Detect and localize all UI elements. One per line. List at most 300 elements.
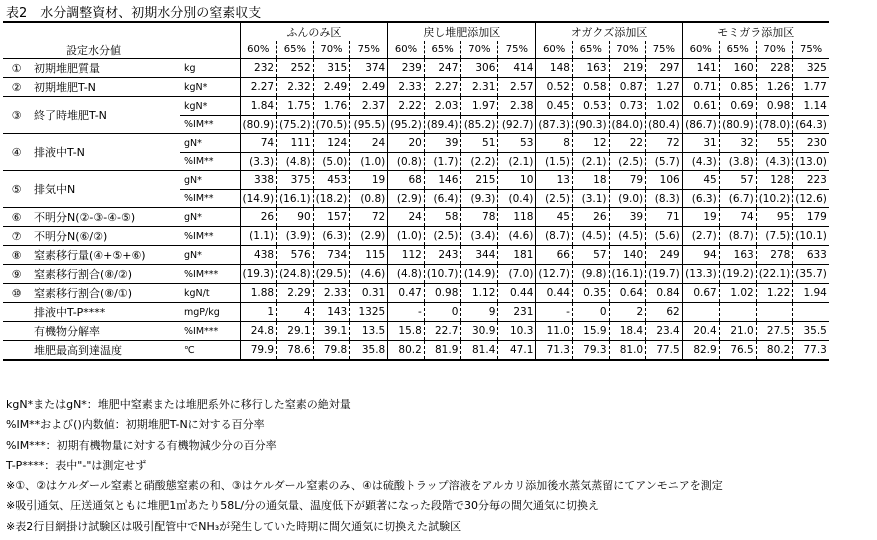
row-number: ⑨ <box>11 267 22 281</box>
header-row-groups <box>3 22 829 41</box>
table-cell: (2.7) <box>682 227 719 246</box>
table-cell: 163 <box>572 59 609 78</box>
table-cell: (8.3) <box>646 190 683 208</box>
table-cell: (75.2) <box>277 116 314 134</box>
table-cell: 0.35 <box>572 284 609 303</box>
table-cell: 20 <box>388 134 425 153</box>
table-cell: 1.88 <box>240 284 277 303</box>
row-unit: gN* <box>184 211 202 223</box>
table-cell: 77.5 <box>646 341 683 361</box>
table-row <box>3 59 829 78</box>
row-label: 有機物分解率 <box>34 325 100 338</box>
table-cell: (2.9) <box>350 227 388 246</box>
table-cell: (9.3) <box>461 190 498 208</box>
table-cell: 39.1 <box>313 322 350 341</box>
table-cell: (12.6) <box>793 190 829 208</box>
moisture-header: 70% <box>756 41 793 59</box>
table-cell: 243 <box>424 246 461 265</box>
row-label: 窒素移行割合(⑧/①) <box>34 287 133 300</box>
table-cell: (7.5) <box>756 227 793 246</box>
table-cell: (4.8) <box>277 153 314 171</box>
table-cell: 10.3 <box>498 322 536 341</box>
table-cell: (86.7) <box>682 116 719 134</box>
moisture-header: 75% <box>646 41 683 59</box>
table-cell: (10.2) <box>756 190 793 208</box>
row-number: ⑧ <box>11 248 22 262</box>
group-header: ふんのみ区 <box>240 22 388 41</box>
table-cell <box>682 303 719 322</box>
table-cell: 12 <box>572 134 609 153</box>
table-cell: 223 <box>793 171 829 190</box>
table-cell: 19 <box>350 171 388 190</box>
table-cell: 2 <box>609 303 646 322</box>
table-cell: 115 <box>350 246 388 265</box>
table-row <box>3 97 829 116</box>
table-cell: 2.29 <box>277 284 314 303</box>
group-header: 戻し堆肥添加区 <box>388 22 536 41</box>
moisture-header: 75% <box>350 41 388 59</box>
table-cell: 633 <box>793 246 829 265</box>
table-cell: 81.9 <box>424 341 461 361</box>
table-cell: 45 <box>682 171 719 190</box>
table-cell: 79.8 <box>313 341 350 361</box>
table-cell: 1.75 <box>277 97 314 116</box>
table-cell: 45 <box>536 208 573 227</box>
table-cell: (87.3) <box>536 116 573 134</box>
table-cell: 24 <box>350 134 388 153</box>
table-cell: 297 <box>646 59 683 78</box>
table-cell: (2.1) <box>498 153 536 171</box>
row-unit: %IM** <box>184 193 214 204</box>
moisture-header: 65% <box>719 41 756 59</box>
table-cell: (80.4) <box>646 116 683 134</box>
moisture-header: 65% <box>572 41 609 59</box>
table-cell: 128 <box>756 171 793 190</box>
table-row <box>3 208 829 227</box>
table-cell: 71 <box>646 208 683 227</box>
table-cell: 8 <box>536 134 573 153</box>
row-number: ③ <box>11 108 22 122</box>
row-number: ⑥ <box>11 210 22 224</box>
table-cell: 26 <box>572 208 609 227</box>
table-cell: (19.3) <box>240 265 277 284</box>
row-number: ⑤ <box>11 182 22 196</box>
table-cell: (6.3) <box>313 227 350 246</box>
table-cell: 325 <box>793 59 829 78</box>
table-cell <box>793 303 829 322</box>
table-cell: 374 <box>350 59 388 78</box>
row-number <box>3 341 30 361</box>
table-cell: (18.2) <box>313 190 350 208</box>
table-cell: 22.7 <box>424 322 461 341</box>
table-cell: 2.27 <box>424 78 461 97</box>
table-row <box>3 303 829 322</box>
table-cell: 1.94 <box>793 284 829 303</box>
table-cell <box>719 303 756 322</box>
table-cell: 20.4 <box>682 322 719 341</box>
table-cell: 215 <box>461 171 498 190</box>
table-cell: (1.0) <box>388 227 425 246</box>
table-cell: 179 <box>793 208 829 227</box>
table-cell: (16.1) <box>609 265 646 284</box>
row-label: 初期堆肥T-N <box>34 81 96 94</box>
row-unit: kgN* <box>184 81 208 93</box>
table-cell: (5.6) <box>646 227 683 246</box>
table-cell: 66 <box>536 246 573 265</box>
table-cell: 1.26 <box>756 78 793 97</box>
moisture-header: 60% <box>388 41 425 59</box>
table-cell: (3.4) <box>461 227 498 246</box>
table-cell: 13.5 <box>350 322 388 341</box>
table-cell: 0.44 <box>536 284 573 303</box>
table-cell: (4.3) <box>682 153 719 171</box>
table-cell: (2.5) <box>536 190 573 208</box>
table-cell: 0.84 <box>646 284 683 303</box>
table-cell: 24 <box>388 208 425 227</box>
table-cell: 1.22 <box>756 284 793 303</box>
table-cell: 315 <box>313 59 350 78</box>
table-cell: 2.22 <box>388 97 425 116</box>
row-unit: mgP/kg <box>184 306 220 318</box>
table-cell: 1 <box>240 303 277 322</box>
table-cell: (4.5) <box>572 227 609 246</box>
table-cell: 80.2 <box>388 341 425 361</box>
table-cell: 21.0 <box>719 322 756 341</box>
table-cell: 1.97 <box>461 97 498 116</box>
table-cell: (90.3) <box>572 116 609 134</box>
row-unit: kg <box>184 62 196 74</box>
header-row-moisture <box>3 41 829 59</box>
table-cell: (4.5) <box>609 227 646 246</box>
footnote: %IM**および()内数値：初期堆肥T-Nに対する百分率 <box>6 418 265 432</box>
table-cell: 18.4 <box>609 322 646 341</box>
table-cell: (6.3) <box>682 190 719 208</box>
table-cell: (89.4) <box>424 116 461 134</box>
table-cell: 0.98 <box>756 97 793 116</box>
table-cell: 31 <box>682 134 719 153</box>
table-cell: (1.0) <box>350 153 388 171</box>
table-cell: 10 <box>498 171 536 190</box>
row-label: 排液中T-N <box>34 146 85 159</box>
table-cell: 375 <box>277 171 314 190</box>
table-row <box>3 322 829 341</box>
table-cell: 57 <box>719 171 756 190</box>
row-number: ⑦ <box>11 229 22 243</box>
table-cell: (14.9) <box>461 265 498 284</box>
row-label: 終了時堆肥T-N <box>34 109 107 122</box>
table-cell: 79 <box>609 171 646 190</box>
table-cell: 163 <box>719 246 756 265</box>
table-cell: 2.49 <box>350 78 388 97</box>
table-cell: 0.64 <box>609 284 646 303</box>
table-cell: 81.4 <box>461 341 498 361</box>
table-cell: 2.33 <box>313 284 350 303</box>
table-cell: 2.49 <box>313 78 350 97</box>
table-cell: (3.1) <box>572 190 609 208</box>
table-cell: (2.5) <box>424 227 461 246</box>
row-label: 排気中N <box>34 183 76 196</box>
table-cell: 0 <box>572 303 609 322</box>
table-cell: 106 <box>646 171 683 190</box>
table-cell: (29.5) <box>313 265 350 284</box>
table-cell: 157 <box>313 208 350 227</box>
row-unit: %IM*** <box>184 325 219 337</box>
table-cell: 414 <box>498 59 536 78</box>
table-cell: 247 <box>424 59 461 78</box>
table-cell: 78 <box>461 208 498 227</box>
table-cell: (9.8) <box>572 265 609 284</box>
group-header: モミガラ添加区 <box>682 22 829 41</box>
row-unit: kgN/t <box>184 287 210 299</box>
table-cell: (10.1) <box>793 227 829 246</box>
table-cell: 141 <box>682 59 719 78</box>
table-cell: 2.32 <box>277 78 314 97</box>
table-cell: 77.3 <box>793 341 829 361</box>
table-cell: (8.7) <box>719 227 756 246</box>
table-cell <box>756 303 793 322</box>
table-cell: (5.7) <box>646 153 683 171</box>
table-cell: (0.8) <box>350 190 388 208</box>
table-cell: 71.3 <box>536 341 573 361</box>
table-cell: 81.0 <box>609 341 646 361</box>
table-cell: 57 <box>572 246 609 265</box>
footnote: ※吸引通気、圧送通気ともに堆肥1㎥あたり58L/分の通気量、温度低下が顕著になった段階で30分毎の間欠通気に切換え <box>6 499 600 513</box>
table-cell: (80.9) <box>240 116 277 134</box>
table-cell: 2.33 <box>388 78 425 97</box>
table-cell: (3.8) <box>719 153 756 171</box>
table-cell: (14.9) <box>240 190 277 208</box>
table-cell: 143 <box>313 303 350 322</box>
table-cell: 76.5 <box>719 341 756 361</box>
table-cell: 1.02 <box>646 97 683 116</box>
table-cell: 1.02 <box>719 284 756 303</box>
table-cell: - <box>388 303 425 322</box>
table-cell: 112 <box>388 246 425 265</box>
table-cell: 72 <box>350 208 388 227</box>
row-number: ① <box>11 61 22 75</box>
table-row <box>3 171 829 190</box>
table-cell: 74 <box>719 208 756 227</box>
table-cell: (80.9) <box>719 116 756 134</box>
table-cell: 19 <box>682 208 719 227</box>
table-cell: (85.2) <box>461 116 498 134</box>
row-unit: gN* <box>184 174 202 186</box>
footnote: T-P****：表中"-"は測定せず <box>6 458 147 472</box>
table-cell: (19.7) <box>646 265 683 284</box>
table-cell: (92.7) <box>498 116 536 134</box>
table-row <box>3 341 829 361</box>
table-cell: (6.4) <box>424 190 461 208</box>
table-cell: (8.7) <box>536 227 573 246</box>
table-row <box>3 265 829 284</box>
table-cell: (22.1) <box>756 265 793 284</box>
table-cell: 15.8 <box>388 322 425 341</box>
moisture-header: 60% <box>682 41 719 59</box>
table-cell: (1.7) <box>424 153 461 171</box>
table-cell: 79.9 <box>240 341 277 361</box>
table-cell: 11.0 <box>536 322 573 341</box>
table-cell: 72 <box>646 134 683 153</box>
table-cell: 306 <box>461 59 498 78</box>
moisture-header: 75% <box>793 41 829 59</box>
table-cell: 23.4 <box>646 322 683 341</box>
table-cell: 90 <box>277 208 314 227</box>
group-header: オガクズ添加区 <box>536 22 682 41</box>
table-title: 表2 水分調整資材、初期水分別の窒素収支 <box>6 6 262 21</box>
table-cell: (1.5) <box>536 153 573 171</box>
table-cell: 0.53 <box>572 97 609 116</box>
table-row <box>3 227 829 246</box>
table-cell: 0.61 <box>682 97 719 116</box>
table-cell: 148 <box>536 59 573 78</box>
table-cell: (0.8) <box>388 153 425 171</box>
table-cell: 1.27 <box>646 78 683 97</box>
table-cell: (13.0) <box>793 153 829 171</box>
table-cell: 453 <box>313 171 350 190</box>
table-cell: 1.77 <box>793 78 829 97</box>
header-spacer <box>3 41 30 59</box>
table-cell: 18 <box>572 171 609 190</box>
moisture-header: 65% <box>424 41 461 59</box>
moisture-header: 70% <box>609 41 646 59</box>
table-row <box>3 284 829 303</box>
footnote: ※①、②はケルダール窒素と硝酸態窒素の和、③はケルダール窒素のみ、④は硫酸トラップ溶液をアルカリ添加後水蒸気蒸留にてアンモニアを測定 <box>6 479 723 493</box>
table-cell: 111 <box>277 134 314 153</box>
table-cell: 79.3 <box>572 341 609 361</box>
footnote: ※表2行目網掛け試験区は吸引配管中でNH₃が発生していた時期に間欠通気に切換えた試験区 <box>6 519 462 533</box>
table-cell: 0.47 <box>388 284 425 303</box>
table-cell: 0.71 <box>682 78 719 97</box>
setting-moisture-label: 設定水分値 <box>30 41 240 59</box>
table-cell: 39 <box>424 134 461 153</box>
table-cell: 95 <box>756 208 793 227</box>
row-label: 堆肥最高到達温度 <box>30 341 180 361</box>
row-unit: gN* <box>184 249 202 261</box>
table-cell: 1.12 <box>461 284 498 303</box>
table-cell: (4.6) <box>498 227 536 246</box>
table-cell: 0.52 <box>536 78 573 97</box>
table-cell: (24.8) <box>277 265 314 284</box>
table-cell: 232 <box>240 59 277 78</box>
table-cell: 0.85 <box>719 78 756 97</box>
moisture-header: 65% <box>277 41 314 59</box>
table-cell: (84.0) <box>609 116 646 134</box>
table-cell: 0.44 <box>498 284 536 303</box>
table-cell: (9.0) <box>609 190 646 208</box>
row-number <box>3 303 30 322</box>
table-cell: 0.98 <box>424 284 461 303</box>
table-cell: (7.0) <box>498 265 536 284</box>
table-cell: 1.14 <box>793 97 829 116</box>
table-cell: 239 <box>388 59 425 78</box>
table-cell: 140 <box>609 246 646 265</box>
table-cell: (2.2) <box>461 153 498 171</box>
table-cell: 252 <box>277 59 314 78</box>
footnotes <box>6 395 723 537</box>
table-cell: 146 <box>424 171 461 190</box>
moisture-header: 70% <box>461 41 498 59</box>
table-cell: 30.9 <box>461 322 498 341</box>
row-number: ② <box>11 80 22 94</box>
row-unit: %IM** <box>184 119 214 130</box>
table-cell: 249 <box>646 246 683 265</box>
table-cell: 24.8 <box>240 322 277 341</box>
table-cell: (16.1) <box>277 190 314 208</box>
row-unit: %IM** <box>184 156 214 167</box>
table-cell: (10.7) <box>424 265 461 284</box>
table-cell: 344 <box>461 246 498 265</box>
table-cell: (5.0) <box>313 153 350 171</box>
table-cell: 78.6 <box>277 341 314 361</box>
table-cell: 32 <box>719 134 756 153</box>
table-cell: 438 <box>240 246 277 265</box>
row-label: 窒素移行量(④+⑤+⑥) <box>34 249 146 262</box>
table-cell: 2.03 <box>424 97 461 116</box>
table-cell: 231 <box>498 303 536 322</box>
footnote: %IM***：初期有機物量に対する有機物減少分の百分率 <box>6 438 277 452</box>
table-cell: (70.5) <box>313 116 350 134</box>
table-cell: 39 <box>609 208 646 227</box>
table-cell: (3.9) <box>277 227 314 246</box>
table-cell: 2.31 <box>461 78 498 97</box>
table-cell: 2.37 <box>350 97 388 116</box>
row-number: ⑩ <box>11 286 22 300</box>
table-cell: 576 <box>277 246 314 265</box>
table-cell: 160 <box>719 59 756 78</box>
table-cell: 22 <box>609 134 646 153</box>
table-cell: 0.87 <box>609 78 646 97</box>
moisture-header: 70% <box>313 41 350 59</box>
table-cell: 74 <box>240 134 277 153</box>
row-number: ④ <box>11 145 22 159</box>
table-cell: 51 <box>461 134 498 153</box>
table-cell: (2.9) <box>388 190 425 208</box>
table-cell: 58 <box>424 208 461 227</box>
table-cell: - <box>536 303 573 322</box>
footnote: kgN*またはgN*：堆肥中窒素または堆肥系外に移行した窒素の絶対量 <box>6 398 351 411</box>
table-cell: (95.5) <box>350 116 388 134</box>
row-unit: gN* <box>184 137 202 149</box>
table-cell: (95.2) <box>388 116 425 134</box>
row-unit: ℃ <box>180 341 240 361</box>
table-cell: 228 <box>756 59 793 78</box>
row-unit: %IM** <box>184 230 214 242</box>
moisture-header: 75% <box>498 41 536 59</box>
table-cell: 0 <box>424 303 461 322</box>
moisture-header: 60% <box>240 41 277 59</box>
table-cell: 29.1 <box>277 322 314 341</box>
table-cell: (6.7) <box>719 190 756 208</box>
row-label: 排液中T-P**** <box>34 306 106 319</box>
table-cell: 278 <box>756 246 793 265</box>
table-cell: 2.38 <box>498 97 536 116</box>
table-cell: 13 <box>536 171 573 190</box>
table-cell: 94 <box>682 246 719 265</box>
table-cell: 219 <box>609 59 646 78</box>
table-row <box>3 134 829 153</box>
table-cell: 124 <box>313 134 350 153</box>
table-cell: 181 <box>498 246 536 265</box>
table-cell: 2.57 <box>498 78 536 97</box>
table-cell: (3.3) <box>240 153 277 171</box>
table-cell: (78.0) <box>756 116 793 134</box>
table-cell: 47.1 <box>498 341 536 361</box>
table-cell: 0.31 <box>350 284 388 303</box>
table-cell: 26 <box>240 208 277 227</box>
table-cell: 1.84 <box>240 97 277 116</box>
table-cell: (2.5) <box>609 153 646 171</box>
table-cell: 0.58 <box>572 78 609 97</box>
